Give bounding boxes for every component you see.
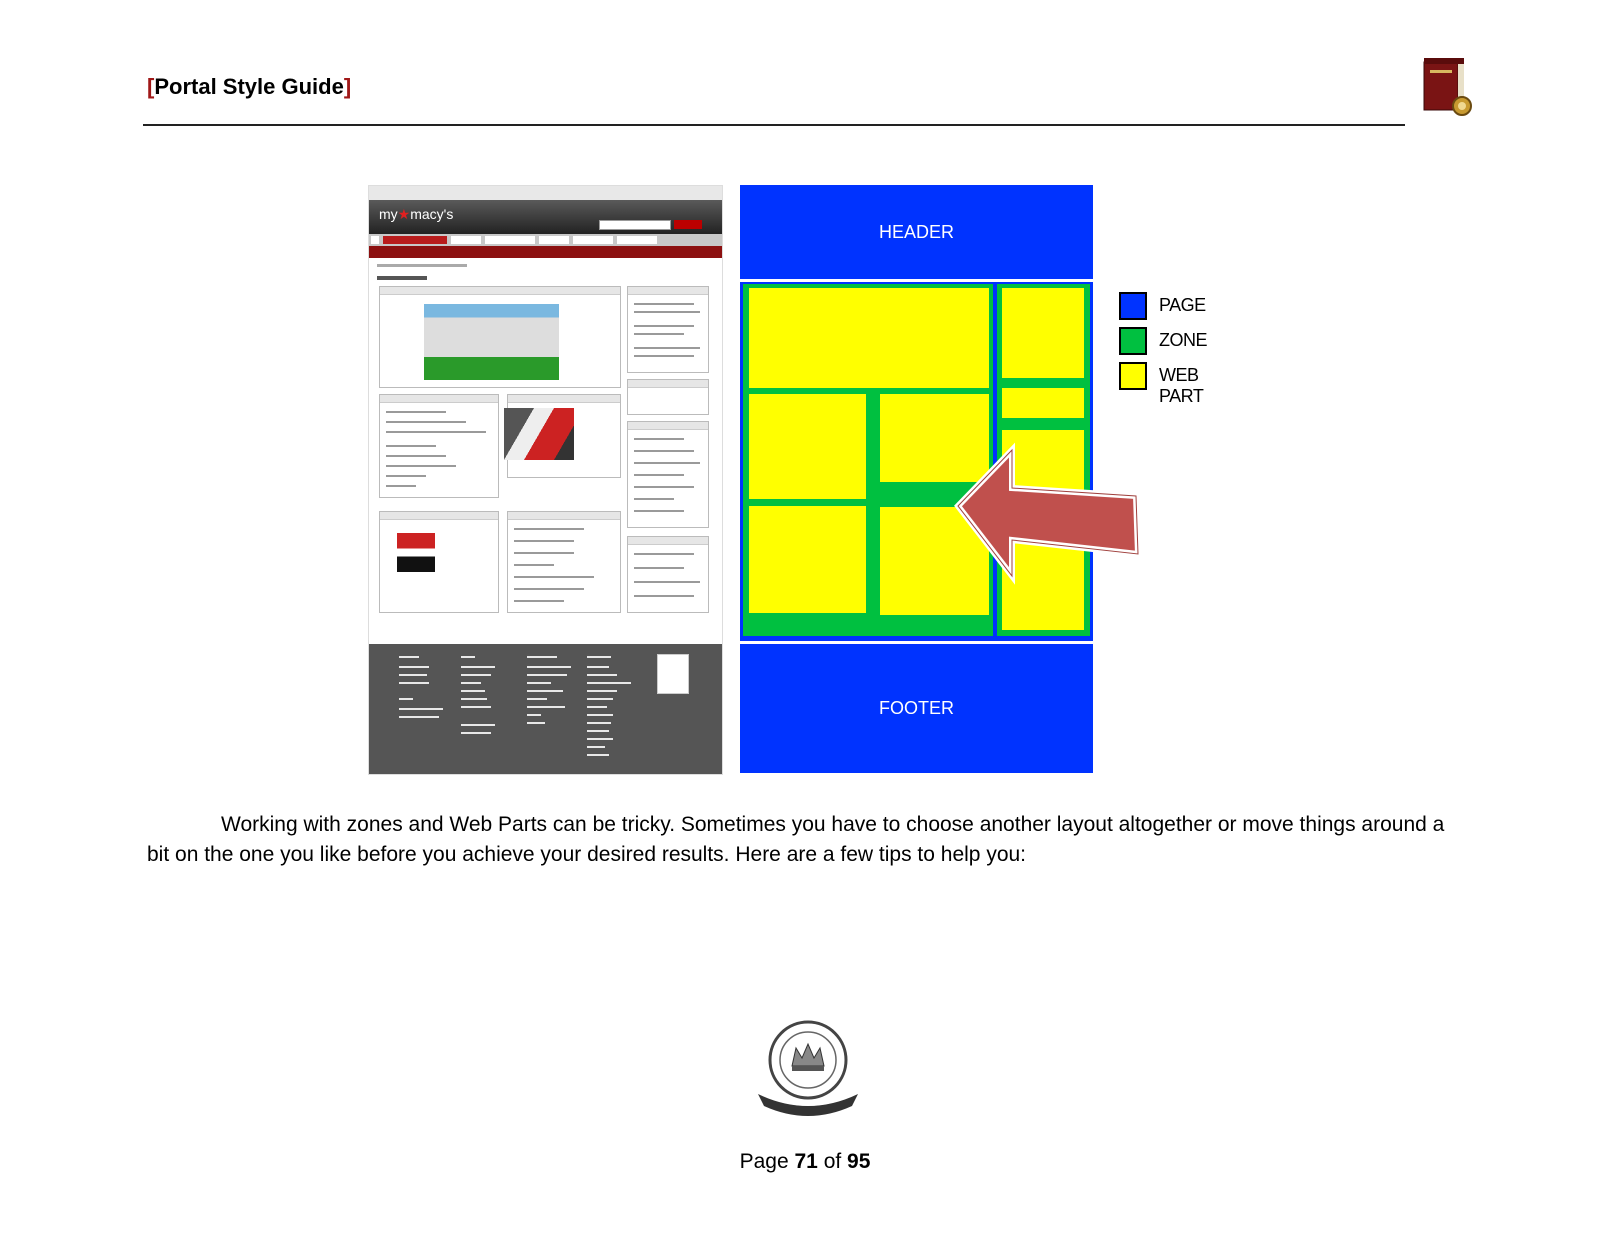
- screenshot-sub-nav: [369, 246, 722, 258]
- screenshot-web-part: [627, 536, 709, 613]
- screenshot-top-nav: [369, 234, 722, 246]
- title-bracket-close: ]: [343, 74, 352, 99]
- diagram-web-part: [1002, 388, 1084, 418]
- screenshot-search-box: [599, 220, 671, 230]
- screenshot-nav-tab: [573, 236, 613, 244]
- screenshot-nav-tab: [371, 236, 379, 244]
- legend-label-page: PAGE: [1159, 295, 1206, 315]
- document-header-title: [147, 74, 351, 100]
- screenshot-top-bar: [369, 186, 722, 200]
- screenshot-green-banner: [424, 304, 559, 380]
- screenshot-magazine-images: [504, 408, 574, 460]
- page-current: 71: [794, 1150, 818, 1173]
- screenshot-web-part: [379, 394, 499, 498]
- screenshot-nav-tab: [617, 236, 657, 244]
- body-paragraph: [147, 810, 1447, 870]
- logo-suffix: macy's: [410, 206, 454, 222]
- title-text: Portal Style Guide: [154, 74, 344, 99]
- screenshot-web-part: [507, 511, 621, 613]
- screenshot-search-button: [674, 220, 702, 229]
- screenshot-partners-logo: [397, 533, 435, 585]
- diagram-web-part: [749, 288, 989, 388]
- legend-swatch-zone: [1119, 327, 1147, 355]
- diagram-web-part: [749, 506, 866, 613]
- book-icon: [1420, 56, 1476, 118]
- screenshot-logo: [379, 206, 453, 223]
- body-paragraph-text: Working with zones and Web Parts can be tricky. Sometimes you have to choose another layout altogether or move things around a bit on the one you like before you achieve your desired results. Here are a few tips to help you:: [147, 813, 1445, 866]
- screenshot-breadcrumb: [377, 264, 467, 267]
- screenshot-footer-thumbnail: [657, 654, 689, 694]
- screenshot-footer: [369, 644, 722, 774]
- legend-swatch-web-part: [1119, 362, 1147, 390]
- diagram-web-part: [749, 394, 866, 499]
- screenshot-page-title: [377, 276, 427, 280]
- legend-label-web-part: WEB PART: [1159, 365, 1204, 406]
- legend-label-zone: ZONE: [1159, 330, 1208, 350]
- screenshot-web-part: [627, 421, 709, 528]
- screenshot-nav-tab: [451, 236, 481, 244]
- diagram-header-region: HEADER: [740, 185, 1093, 279]
- title-bracket-open: [: [147, 74, 155, 99]
- page-label: Page: [739, 1150, 789, 1173]
- of-label: of: [823, 1150, 842, 1173]
- diagram-footer-region: FOOTER: [740, 644, 1093, 773]
- legend-swatch-page: [1119, 292, 1147, 320]
- screenshot-nav-tab: [485, 236, 535, 244]
- portal-screenshot: [368, 185, 723, 775]
- star-icon: ★: [397, 206, 411, 222]
- screenshot-nav-tab: [539, 236, 569, 244]
- screenshot-web-part: [627, 286, 709, 373]
- diagram-web-part: [1002, 288, 1084, 378]
- screenshot-nav-tab-active: [383, 236, 447, 244]
- screenshot-web-part: [627, 379, 709, 415]
- page-total: 95: [847, 1150, 871, 1173]
- enterprise-portal-seal-icon: [752, 1018, 864, 1118]
- logo-prefix: my: [379, 206, 398, 222]
- page-number: [0, 1150, 1600, 1174]
- header-divider: [143, 124, 1405, 126]
- red-arrow-icon: [950, 440, 1150, 590]
